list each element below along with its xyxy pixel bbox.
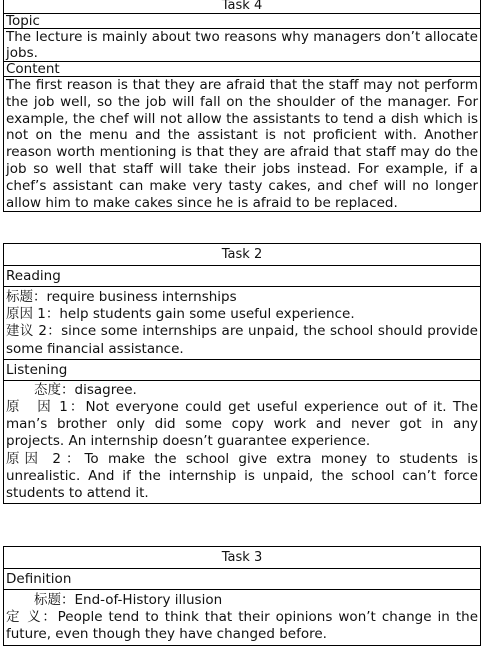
task3-definition-content bbox=[4, 589, 480, 645]
task2-listening-content bbox=[4, 380, 480, 503]
task2-listening-label: Listening bbox=[4, 359, 480, 380]
task4-topic-label: Topic bbox=[4, 13, 480, 28]
listening-reason1-line: 原 因 1：Not everyone could get useful experience out of it. The man’s brother only did some copy work and never got in any projects. An internship doesn’t guarantee experience. bbox=[6, 399, 478, 450]
task3-title: Task 3 bbox=[221, 550, 263, 565]
task4-title: Task 4 bbox=[221, 0, 263, 13]
task4-content-text: The first reason is that they are afraid that the staff may not perform the job well, so the job will fall on the shoulder of the manager. For example, the chef will not allow the assistants to tend a dish which is not on the menu and the assistant is not proficient with. Another reason worth mentioning is that they are afraid that staff may do the job so well that staff will take their jobs instead. For example, if a chef’s assistant can make very tasty cakes, and chef will no longer allow him to make cakes since he is afraid to be replaced. bbox=[6, 77, 478, 211]
task4-table bbox=[3, 0, 481, 212]
reading-suggestion-line: 建议 2：since some internships are unpaid, the school should provide some financial assistance. bbox=[6, 323, 478, 357]
reading-reason-line: 原因 1：help students gain some useful experience. bbox=[6, 306, 355, 323]
listening-attitude-line: 态度：disagree. bbox=[34, 381, 137, 398]
task3-definition-label: Definition bbox=[4, 568, 480, 589]
task2-title: Task 2 bbox=[221, 247, 263, 262]
task4-topic-text: The lecture is mainly about two reasons why managers don’t allocate jobs. bbox=[6, 29, 478, 61]
reading-title-line: 标题：require business internships bbox=[6, 289, 237, 305]
definition-term-line: 标题：End-of-History illusion bbox=[34, 592, 223, 608]
task2-table bbox=[3, 243, 481, 504]
task4-content-label: Content bbox=[4, 61, 480, 76]
listening-reason2-line: 原因 2：To make the school give extra money to students is unrealistic. And if the internship is unpaid, the school can’t force students to attend it. bbox=[6, 450, 478, 502]
task2-reading-label: Reading bbox=[4, 265, 480, 286]
task3-table bbox=[3, 546, 481, 646]
task2-reading-content bbox=[4, 286, 480, 359]
definition-text-line: 定 义：People tend to think that their opinions won’t change in the future, even though they have changed before. bbox=[6, 609, 478, 643]
